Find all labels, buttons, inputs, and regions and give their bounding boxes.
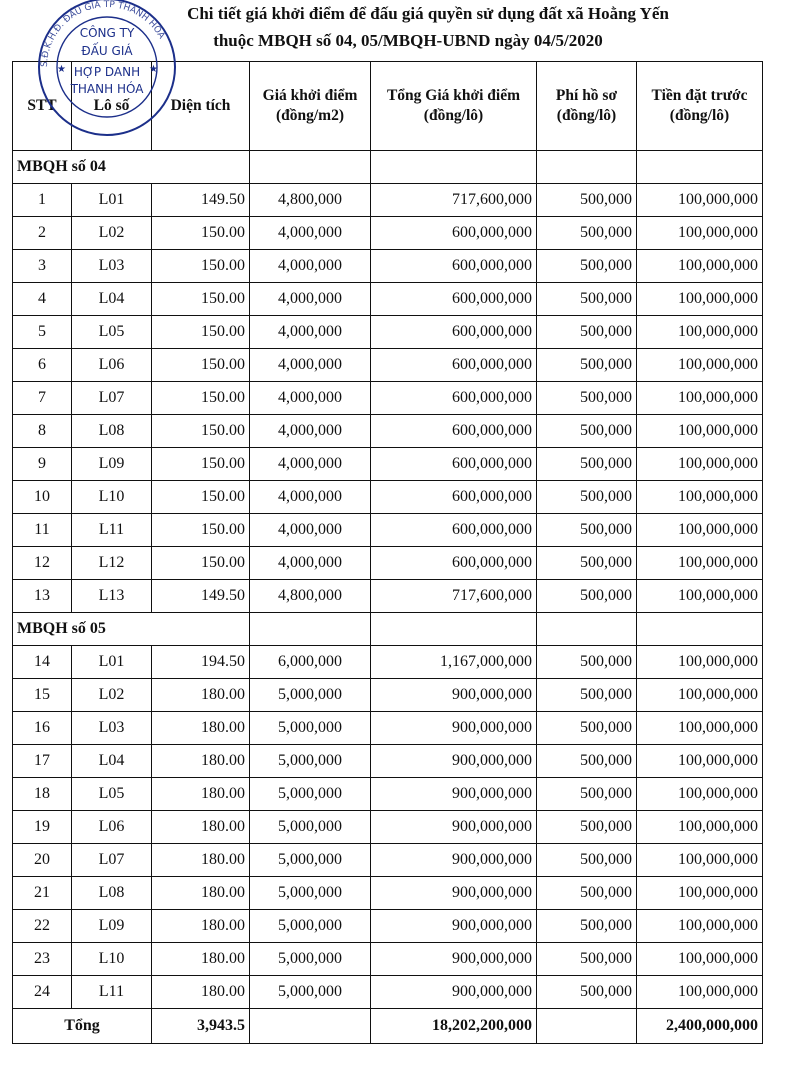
table-row — [13, 910, 763, 943]
cell-lot: L12 — [72, 547, 152, 580]
cell-deposit: 100,000,000 — [637, 943, 763, 976]
table-row — [13, 514, 763, 547]
table-row — [13, 481, 763, 514]
cell-file-fee: 500,000 — [537, 481, 637, 514]
cell-area: 180.00 — [152, 778, 250, 811]
cell-stt: 9 — [13, 448, 72, 481]
cell-deposit: 100,000,000 — [637, 250, 763, 283]
cell-price-per-m2: 4,000,000 — [250, 283, 371, 316]
cell-total-price: 900,000,000 — [371, 877, 537, 910]
cell-file-fee: 500,000 — [537, 844, 637, 877]
cell-price-per-m2: 4,000,000 — [250, 349, 371, 382]
cell-stt: 1 — [13, 184, 72, 217]
cell-price-per-m2: 5,000,000 — [250, 976, 371, 1009]
cell-area: 150.00 — [152, 514, 250, 547]
total-empty-cell — [250, 1009, 371, 1044]
cell-deposit: 100,000,000 — [637, 448, 763, 481]
cell-total-price: 900,000,000 — [371, 811, 537, 844]
svg-text:CÔNG TY: CÔNG TY — [79, 26, 135, 40]
cell-deposit: 100,000,000 — [637, 877, 763, 910]
cell-lot: L01 — [72, 646, 152, 679]
cell-total-price: 600,000,000 — [371, 382, 537, 415]
cell-file-fee: 500,000 — [537, 679, 637, 712]
cell-file-fee: 500,000 — [537, 580, 637, 613]
cell-stt: 21 — [13, 877, 72, 910]
cell-stt: 23 — [13, 943, 72, 976]
cell-stt: 17 — [13, 745, 72, 778]
header-stt: STT — [13, 62, 72, 151]
cell-file-fee: 500,000 — [537, 877, 637, 910]
cell-deposit: 100,000,000 — [637, 514, 763, 547]
cell-price-per-m2: 4,000,000 — [250, 448, 371, 481]
cell-deposit: 100,000,000 — [637, 745, 763, 778]
table-row — [13, 250, 763, 283]
cell-price-per-m2: 5,000,000 — [250, 679, 371, 712]
table-row — [13, 415, 763, 448]
cell-lot: L11 — [72, 976, 152, 1009]
cell-total-price: 900,000,000 — [371, 943, 537, 976]
cell-lot: L11 — [72, 514, 152, 547]
table-row — [13, 184, 763, 217]
cell-total-price: 600,000,000 — [371, 217, 537, 250]
total-deposit: 2,400,000,000 — [637, 1009, 763, 1044]
cell-file-fee: 500,000 — [537, 448, 637, 481]
section-empty-cell — [371, 151, 537, 184]
cell-area: 150.00 — [152, 316, 250, 349]
table-row — [13, 547, 763, 580]
header-file-fee: Phí hồ sơ (đồng/lô) — [537, 62, 637, 151]
cell-stt: 18 — [13, 778, 72, 811]
company-seal — [22, 0, 192, 142]
cell-lot: L02 — [72, 679, 152, 712]
table-row — [13, 943, 763, 976]
table-row — [13, 349, 763, 382]
cell-price-per-m2: 6,000,000 — [250, 646, 371, 679]
cell-area: 150.00 — [152, 448, 250, 481]
cell-deposit: 100,000,000 — [637, 184, 763, 217]
cell-total-price: 600,000,000 — [371, 514, 537, 547]
cell-total-price: 900,000,000 — [371, 910, 537, 943]
svg-text:HỢP DANH: HỢP DANH — [73, 65, 141, 79]
cell-price-per-m2: 5,000,000 — [250, 778, 371, 811]
document-title-line1: Chi tiết giá khởi điểm để đấu giá quyền sử dụng đất xã Hoằng Yến — [187, 4, 669, 23]
cell-stt: 2 — [13, 217, 72, 250]
cell-deposit: 100,000,000 — [637, 349, 763, 382]
table-row — [13, 580, 763, 613]
cell-total-price: 900,000,000 — [371, 976, 537, 1009]
cell-price-per-m2: 4,000,000 — [250, 415, 371, 448]
cell-area: 180.00 — [152, 745, 250, 778]
cell-lot: L13 — [72, 580, 152, 613]
cell-area: 194.50 — [152, 646, 250, 679]
cell-deposit: 100,000,000 — [637, 646, 763, 679]
cell-total-price: 900,000,000 — [371, 844, 537, 877]
cell-total-price: 600,000,000 — [371, 283, 537, 316]
cell-file-fee: 500,000 — [537, 217, 637, 250]
table-row — [13, 382, 763, 415]
cell-file-fee: 500,000 — [537, 415, 637, 448]
cell-price-per-m2: 4,000,000 — [250, 217, 371, 250]
cell-deposit: 100,000,000 — [637, 217, 763, 250]
table-row — [13, 283, 763, 316]
table-row — [13, 844, 763, 877]
cell-area: 149.50 — [152, 184, 250, 217]
cell-area: 180.00 — [152, 679, 250, 712]
total-area: 3,943.5 — [152, 1009, 250, 1044]
section-label: MBQH số 04 — [13, 151, 250, 184]
cell-deposit: 100,000,000 — [637, 910, 763, 943]
svg-text:S.Đ.K.H.Đ. ĐẤU GIÁ TP THANH HÓ: S.Đ.K.H.Đ. ĐẤU GIÁ TP THANH HÓA — [39, 0, 167, 68]
svg-text:★: ★ — [149, 64, 158, 75]
cell-stt: 20 — [13, 844, 72, 877]
cell-deposit: 100,000,000 — [637, 679, 763, 712]
cell-lot: L03 — [72, 712, 152, 745]
cell-file-fee: 500,000 — [537, 316, 637, 349]
cell-total-price: 900,000,000 — [371, 679, 537, 712]
cell-file-fee: 500,000 — [537, 547, 637, 580]
cell-lot: L01 — [72, 184, 152, 217]
cell-deposit: 100,000,000 — [637, 415, 763, 448]
cell-stt: 15 — [13, 679, 72, 712]
cell-price-per-m2: 4,000,000 — [250, 382, 371, 415]
section-empty-cell — [637, 613, 763, 646]
cell-price-per-m2: 5,000,000 — [250, 844, 371, 877]
cell-price-per-m2: 4,000,000 — [250, 481, 371, 514]
cell-deposit: 100,000,000 — [637, 481, 763, 514]
cell-total-price: 717,600,000 — [371, 580, 537, 613]
section-row — [13, 151, 763, 184]
cell-price-per-m2: 5,000,000 — [250, 877, 371, 910]
cell-deposit: 100,000,000 — [637, 580, 763, 613]
cell-total-price: 600,000,000 — [371, 316, 537, 349]
cell-total-price: 600,000,000 — [371, 349, 537, 382]
cell-total-price: 900,000,000 — [371, 712, 537, 745]
cell-lot: L08 — [72, 415, 152, 448]
section-empty-cell — [250, 613, 371, 646]
cell-area: 180.00 — [152, 712, 250, 745]
cell-area: 150.00 — [152, 382, 250, 415]
cell-file-fee: 500,000 — [537, 646, 637, 679]
cell-total-price: 600,000,000 — [371, 481, 537, 514]
cell-stt: 19 — [13, 811, 72, 844]
table-row — [13, 712, 763, 745]
table-row — [13, 811, 763, 844]
auction-price-table — [12, 61, 763, 1044]
cell-total-price: 600,000,000 — [371, 250, 537, 283]
cell-lot: L07 — [72, 382, 152, 415]
cell-price-per-m2: 4,000,000 — [250, 547, 371, 580]
cell-total-price: 600,000,000 — [371, 448, 537, 481]
cell-lot: L09 — [72, 448, 152, 481]
cell-area: 180.00 — [152, 811, 250, 844]
table-row — [13, 646, 763, 679]
section-empty-cell — [537, 151, 637, 184]
cell-total-price: 717,600,000 — [371, 184, 537, 217]
cell-price-per-m2: 5,000,000 — [250, 910, 371, 943]
cell-total-price: 900,000,000 — [371, 778, 537, 811]
total-empty-cell — [537, 1009, 637, 1044]
cell-stt: 22 — [13, 910, 72, 943]
cell-price-per-m2: 4,000,000 — [250, 514, 371, 547]
table-row — [13, 448, 763, 481]
cell-deposit: 100,000,000 — [637, 283, 763, 316]
cell-area: 150.00 — [152, 349, 250, 382]
header-deposit: Tiền đặt trước (đồng/lô) — [637, 62, 763, 151]
cell-file-fee: 500,000 — [537, 250, 637, 283]
cell-area: 150.00 — [152, 415, 250, 448]
cell-price-per-m2: 5,000,000 — [250, 943, 371, 976]
svg-text:THANH HÓA: THANH HÓA — [70, 82, 144, 96]
cell-area: 150.00 — [152, 217, 250, 250]
section-label: MBQH số 05 — [13, 613, 250, 646]
section-empty-cell — [371, 613, 537, 646]
cell-deposit: 100,000,000 — [637, 712, 763, 745]
cell-stt: 24 — [13, 976, 72, 1009]
header-total-start-price: Tổng Giá khởi điểm (đồng/lô) — [371, 62, 537, 151]
cell-file-fee: 500,000 — [537, 943, 637, 976]
cell-price-per-m2: 4,000,000 — [250, 250, 371, 283]
table-row — [13, 217, 763, 250]
cell-file-fee: 500,000 — [537, 745, 637, 778]
table-row — [13, 679, 763, 712]
cell-area: 180.00 — [152, 844, 250, 877]
cell-price-per-m2: 4,000,000 — [250, 316, 371, 349]
cell-file-fee: 500,000 — [537, 910, 637, 943]
cell-stt: 13 — [13, 580, 72, 613]
cell-area: 180.00 — [152, 943, 250, 976]
cell-lot: L08 — [72, 877, 152, 910]
cell-stt: 12 — [13, 547, 72, 580]
cell-file-fee: 500,000 — [537, 349, 637, 382]
cell-area: 150.00 — [152, 481, 250, 514]
cell-stt: 7 — [13, 382, 72, 415]
cell-deposit: 100,000,000 — [637, 778, 763, 811]
cell-file-fee: 500,000 — [537, 514, 637, 547]
cell-price-per-m2: 4,800,000 — [250, 184, 371, 217]
cell-total-price: 600,000,000 — [371, 415, 537, 448]
cell-stt: 14 — [13, 646, 72, 679]
total-label: Tổng — [13, 1009, 152, 1044]
cell-lot: L03 — [72, 250, 152, 283]
cell-file-fee: 500,000 — [537, 778, 637, 811]
cell-lot: L10 — [72, 943, 152, 976]
cell-lot: L06 — [72, 811, 152, 844]
cell-lot: L05 — [72, 316, 152, 349]
cell-stt: 8 — [13, 415, 72, 448]
table-body — [13, 151, 763, 1009]
cell-lot: L09 — [72, 910, 152, 943]
cell-lot: L04 — [72, 745, 152, 778]
table-row — [13, 976, 763, 1009]
table-row — [13, 745, 763, 778]
cell-lot: L05 — [72, 778, 152, 811]
cell-total-price: 600,000,000 — [371, 547, 537, 580]
total-start-price: 18,202,200,000 — [371, 1009, 537, 1044]
cell-lot: L10 — [72, 481, 152, 514]
cell-deposit: 100,000,000 — [637, 976, 763, 1009]
cell-stt: 5 — [13, 316, 72, 349]
table-row — [13, 877, 763, 910]
total-row — [13, 1009, 763, 1044]
header-area: Diện tích — [152, 62, 250, 151]
cell-stt: 6 — [13, 349, 72, 382]
cell-lot: L04 — [72, 283, 152, 316]
cell-area: 150.00 — [152, 250, 250, 283]
cell-file-fee: 500,000 — [537, 283, 637, 316]
cell-file-fee: 500,000 — [537, 382, 637, 415]
svg-text:★: ★ — [57, 64, 66, 75]
cell-deposit: 100,000,000 — [637, 811, 763, 844]
cell-area: 180.00 — [152, 877, 250, 910]
cell-price-per-m2: 5,000,000 — [250, 811, 371, 844]
cell-total-price: 1,167,000,000 — [371, 646, 537, 679]
cell-area: 149.50 — [152, 580, 250, 613]
section-row — [13, 613, 763, 646]
cell-file-fee: 500,000 — [537, 712, 637, 745]
cell-deposit: 100,000,000 — [637, 382, 763, 415]
cell-stt: 4 — [13, 283, 72, 316]
cell-file-fee: 500,000 — [537, 976, 637, 1009]
cell-stt: 10 — [13, 481, 72, 514]
cell-lot: L06 — [72, 349, 152, 382]
document-title-line2: thuộc MBQH số 04, 05/MBQH-UBND ngày 04/5/2020 — [213, 31, 603, 50]
cell-lot: L07 — [72, 844, 152, 877]
cell-price-per-m2: 4,800,000 — [250, 580, 371, 613]
cell-area: 150.00 — [152, 547, 250, 580]
header-lot-number: Lô số — [72, 62, 152, 151]
cell-area: 180.00 — [152, 976, 250, 1009]
cell-area: 150.00 — [152, 283, 250, 316]
section-empty-cell — [537, 613, 637, 646]
cell-file-fee: 500,000 — [537, 184, 637, 217]
section-empty-cell — [637, 151, 763, 184]
cell-stt: 3 — [13, 250, 72, 283]
cell-deposit: 100,000,000 — [637, 316, 763, 349]
section-empty-cell — [250, 151, 371, 184]
cell-area: 180.00 — [152, 910, 250, 943]
cell-lot: L02 — [72, 217, 152, 250]
cell-deposit: 100,000,000 — [637, 547, 763, 580]
header-start-price-per-m2: Giá khởi điểm (đồng/m2) — [250, 62, 371, 151]
table-row — [13, 778, 763, 811]
table-row — [13, 316, 763, 349]
cell-deposit: 100,000,000 — [637, 844, 763, 877]
cell-total-price: 900,000,000 — [371, 745, 537, 778]
svg-text:ĐẤU GIÁ: ĐẤU GIÁ — [81, 44, 133, 58]
cell-price-per-m2: 5,000,000 — [250, 745, 371, 778]
cell-file-fee: 500,000 — [537, 811, 637, 844]
cell-stt: 16 — [13, 712, 72, 745]
cell-price-per-m2: 5,000,000 — [250, 712, 371, 745]
cell-stt: 11 — [13, 514, 72, 547]
